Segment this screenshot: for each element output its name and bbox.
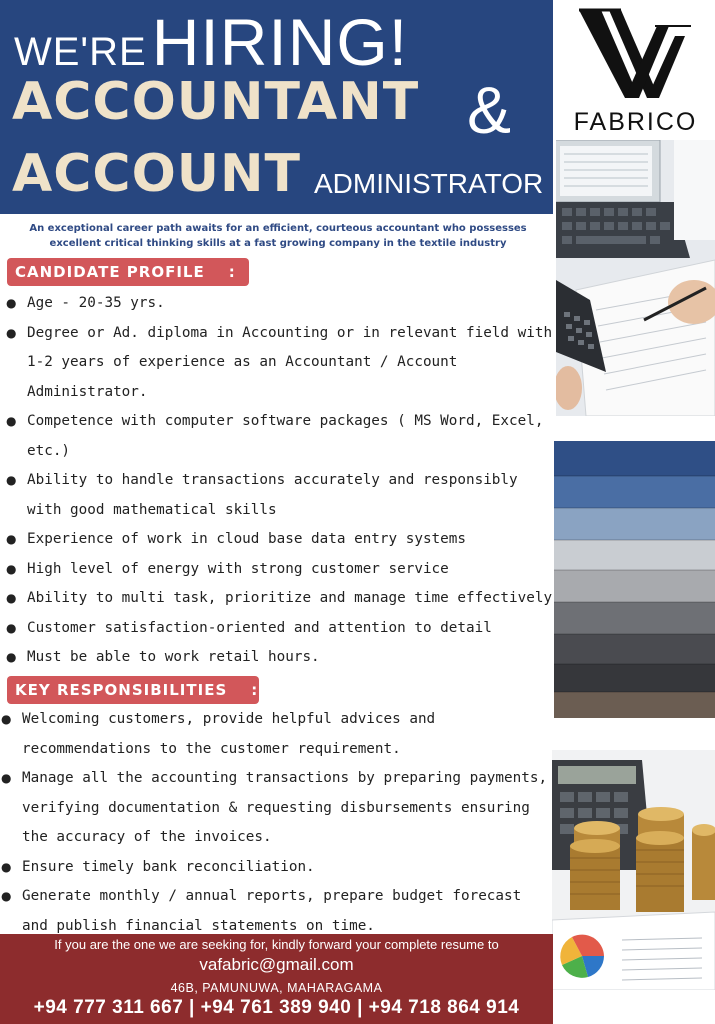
key-responsibilities-list xyxy=(1,705,553,941)
list-item xyxy=(6,407,554,466)
bullet-dot-icon: ● xyxy=(1,859,12,874)
office-desk-image xyxy=(556,140,715,416)
contact-footer xyxy=(0,934,553,1024)
list-item xyxy=(1,705,553,764)
list-item xyxy=(6,289,554,319)
list-item-text: Welcoming customers, provide helpful advices and recommendations to the customer requirement. xyxy=(22,711,436,757)
hiring-headline xyxy=(14,4,408,80)
accountant-title: ACCOUNTANT xyxy=(12,72,420,132)
resume-instruction: If you are the one we are seeking for, kindly forward your complete resume to xyxy=(54,937,499,952)
list-item xyxy=(6,319,554,408)
intro-text: An exceptional career path awaits for an efficient, courteous accountant who possesses excellent critical thinking skills at a fast growing company in the textile industry xyxy=(29,223,527,249)
list-item-text: Ability to handle transactions accurately and responsibly with good mathematical skills xyxy=(27,472,518,518)
list-item-text: Customer satisfaction-oriented and attention to detail xyxy=(27,619,492,636)
key-responsibilities-header xyxy=(7,676,259,704)
bullet-dot-icon: ● xyxy=(6,532,17,546)
hiring-text: HIRING! xyxy=(151,5,409,79)
bullet-dot-icon: ● xyxy=(6,650,17,664)
list-item xyxy=(1,853,553,883)
list-item xyxy=(6,466,554,525)
list-item xyxy=(6,584,554,614)
candidate-profile-colon: : xyxy=(228,263,236,281)
list-item-text: Competence with computer software packages ( MS Word, Excel, etc.) xyxy=(27,413,544,459)
candidate-profile-header xyxy=(7,258,249,286)
logo-wordmark: FABRICO xyxy=(573,108,698,136)
bullet-dot-icon: ● xyxy=(6,591,17,605)
list-item-text: Age - 20-35 yrs. xyxy=(27,295,165,311)
list-item xyxy=(1,764,553,853)
list-item xyxy=(1,882,553,941)
list-item-text: High level of energy with strong customer service xyxy=(27,560,449,577)
list-item xyxy=(6,643,554,673)
ampersand: & xyxy=(467,73,512,147)
list-item-text: Ensure timely bank reconciliation. xyxy=(22,858,315,875)
list-item-text: Manage all the accounting transactions by preparing payments, verifying documentation & requesting disbursements ensuring the accuracy of the invoices. xyxy=(22,770,548,845)
contact-phones[interactable]: +94 777 311 667 | +94 761 389 940 | +94 718 864 914 xyxy=(33,997,520,1018)
contact-email[interactable]: vafabric@gmail.com xyxy=(199,955,354,974)
list-item-text: Experience of work in cloud base data entry systems xyxy=(27,531,466,547)
list-item xyxy=(6,555,554,585)
candidate-profile-title: CANDIDATE PROFILE xyxy=(15,263,205,281)
list-item xyxy=(6,614,554,644)
bullet-dot-icon: ● xyxy=(6,296,17,310)
bullet-dot-icon: ● xyxy=(6,414,17,428)
bullet-dot-icon: ● xyxy=(6,473,17,487)
account-title: ACCOUNT xyxy=(12,144,301,204)
list-item-text: Must be able to work retail hours. xyxy=(27,649,320,665)
were-text: WE'RE xyxy=(14,30,147,74)
bullet-dot-icon: ● xyxy=(1,771,12,785)
fabric-swatches-image xyxy=(554,441,715,718)
contact-address: 46B, PAMUNUWA, MAHARAGAMA xyxy=(170,981,383,995)
key-responsibilities-title: KEY RESPONSIBILITIES xyxy=(15,681,228,699)
bullet-dot-icon: ● xyxy=(6,620,17,635)
list-item-text: Ability to multi task, prioritize and manage time effectively xyxy=(27,590,553,606)
coins-calculator-image xyxy=(552,750,715,990)
candidate-profile-list xyxy=(6,289,554,673)
list-item-text: Degree or Ad. diploma in Accounting or in relevant field with 1-2 years of experience as an Accountant / Account Administrator. xyxy=(27,324,553,400)
fabrico-logo xyxy=(556,0,715,140)
hiring-banner xyxy=(0,0,553,214)
bullet-dot-icon: ● xyxy=(1,889,12,903)
bullet-dot-icon: ● xyxy=(6,325,17,340)
fabrico-logo-mark-icon xyxy=(579,6,692,102)
administrator-title: ADMINISTRATOR xyxy=(314,168,544,199)
bullet-dot-icon: ● xyxy=(6,561,17,576)
bullet-dot-icon: ● xyxy=(1,712,12,726)
list-item xyxy=(6,525,554,555)
key-responsibilities-colon: : xyxy=(251,681,259,699)
list-item-text: Generate monthly / annual reports, prepare budget forecast and publish financial statements on time. xyxy=(22,888,522,934)
